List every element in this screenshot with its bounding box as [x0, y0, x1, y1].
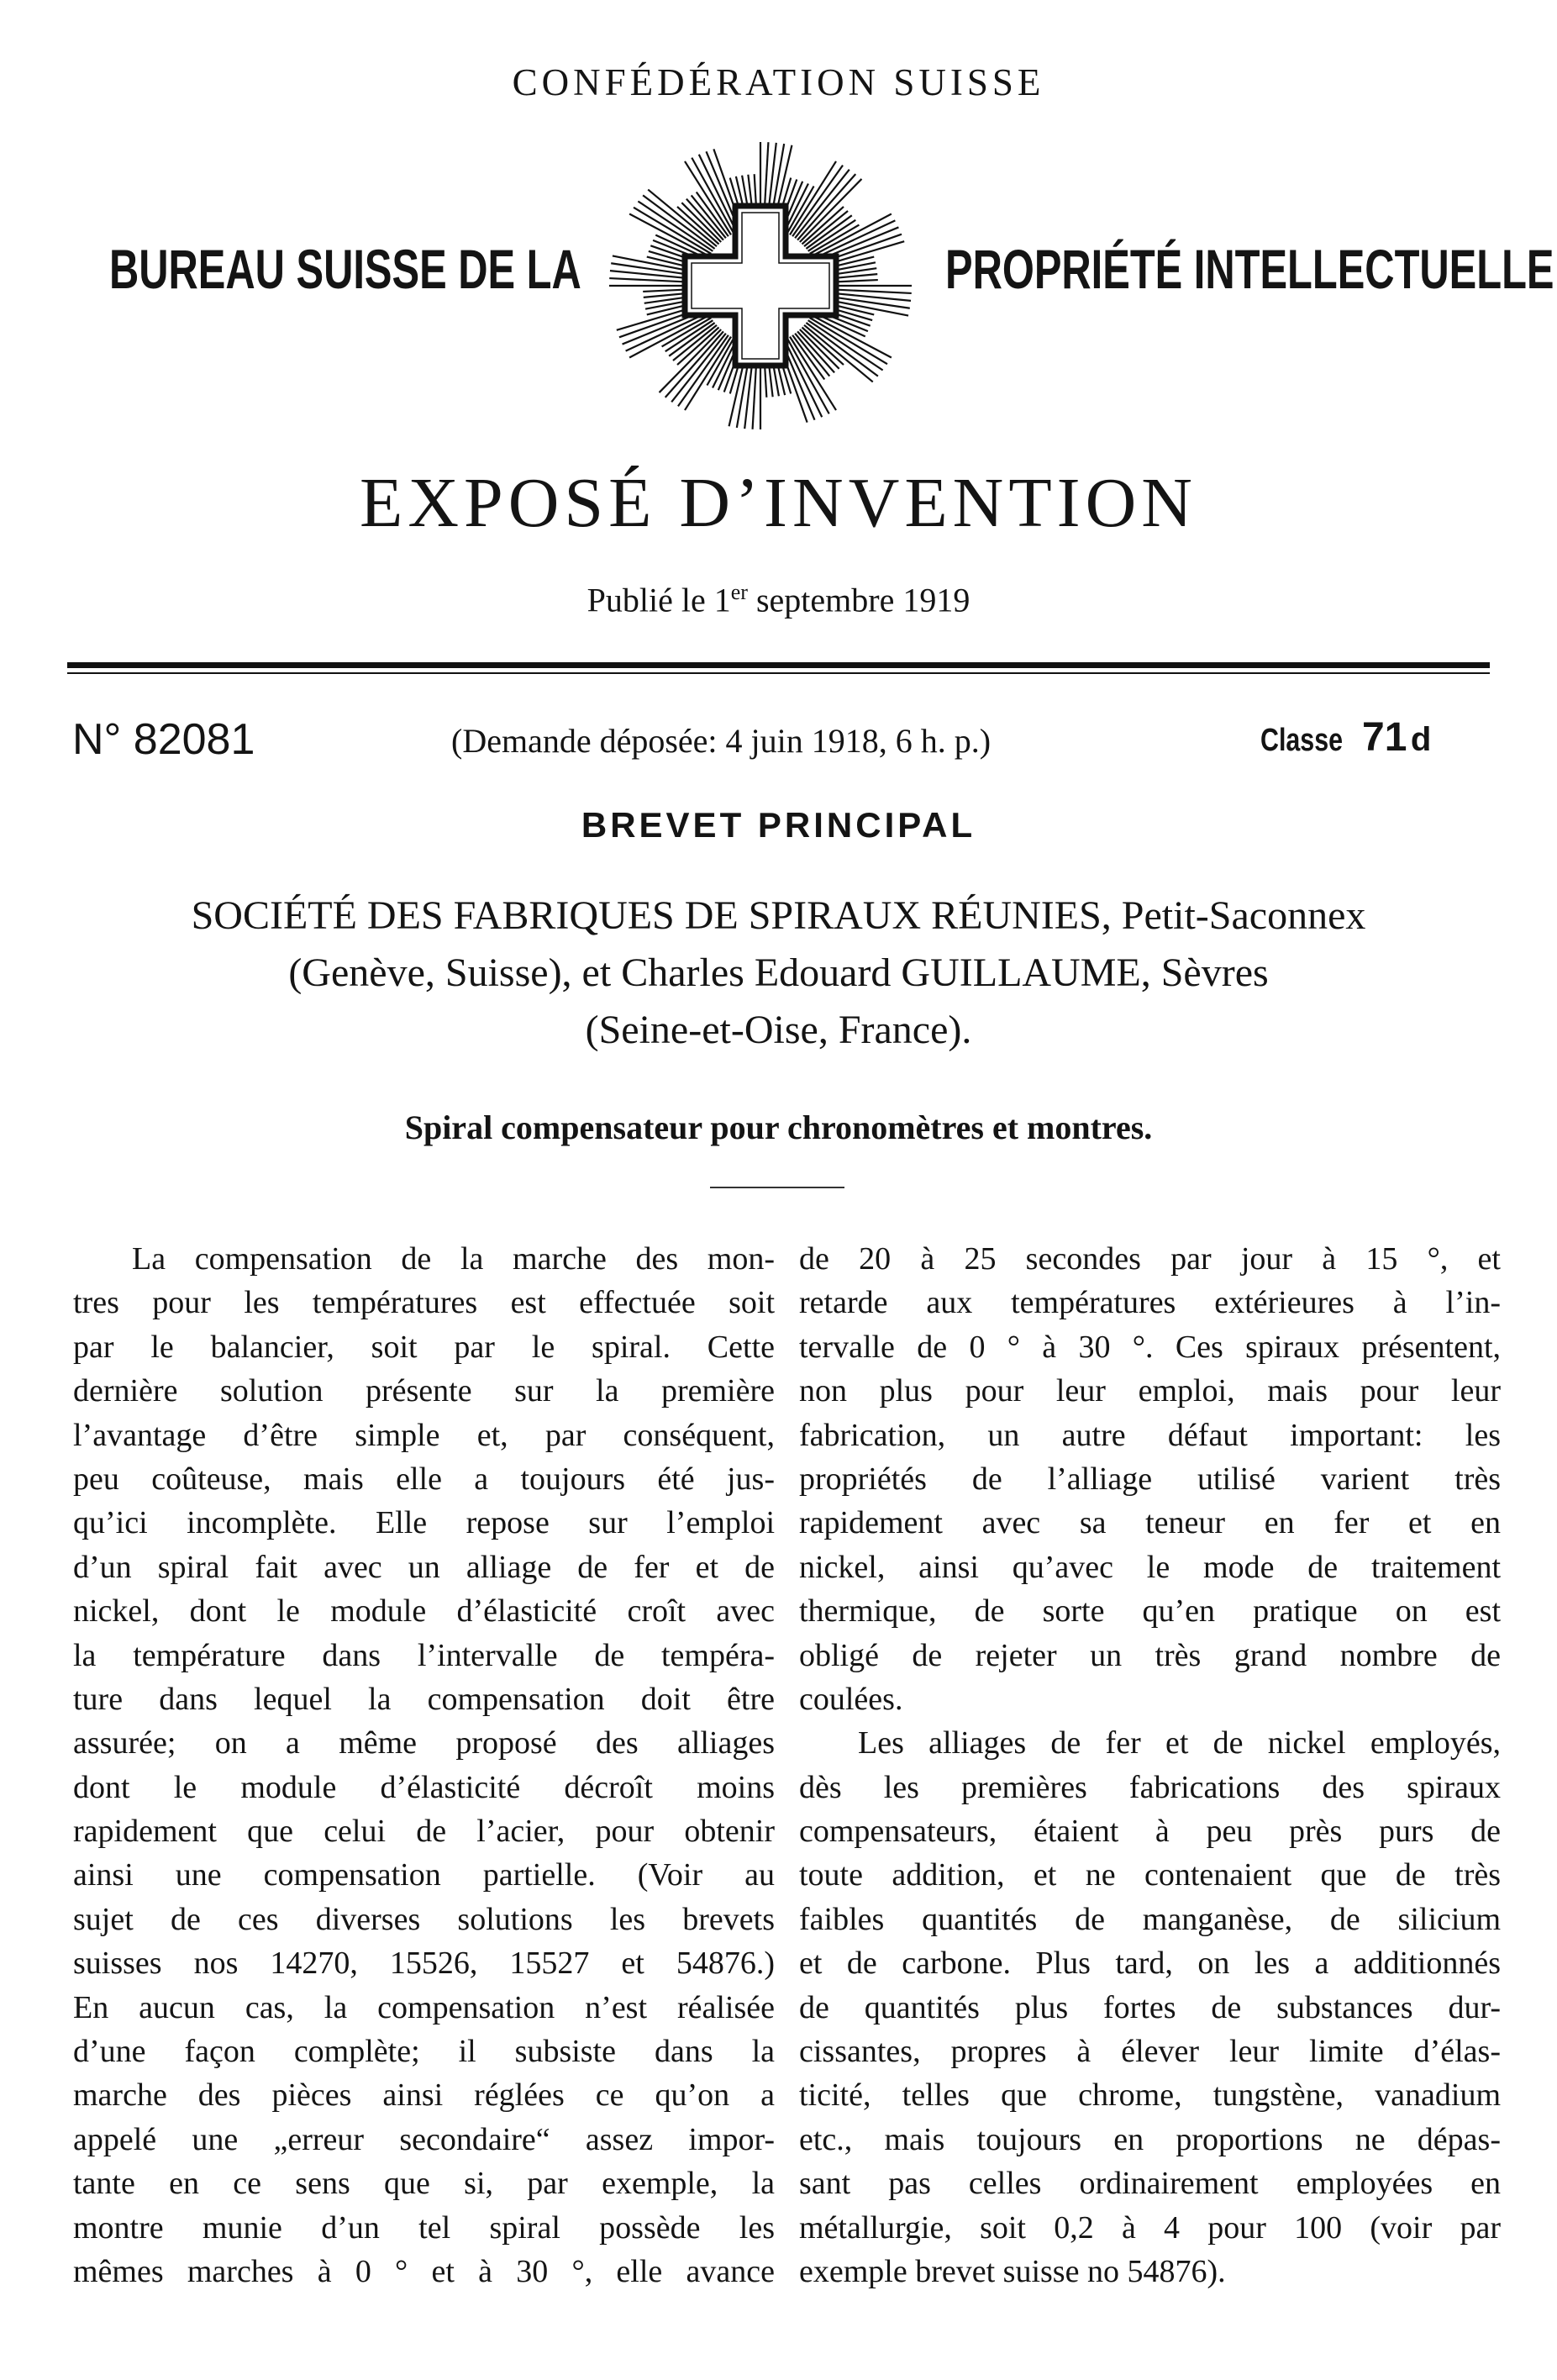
body-line: qu’ici incomplète. Elle repose sur l’emploi [73, 1505, 775, 1541]
applicant-line: (Genève, Suisse), et Charles Edouard GUILLAUME, Sèvres [288, 950, 1269, 995]
patent-number: N° 82081 [72, 715, 255, 764]
body-line: nickel, dont le module d’élasticité croît avec [73, 1593, 775, 1630]
body-column-left [73, 1237, 775, 2293]
body-line: montre munie d’un tel spiral possède les [73, 2209, 775, 2246]
body-line: compensateurs, étaient à peu près purs de [799, 1814, 1501, 1850]
body-line: retarde aux températures extérieures à l’in- [799, 1285, 1501, 1321]
bureau-right-heading: PROPRIÉTÉ INTELLECTUELLE [945, 238, 1554, 300]
body-line: dernière solution présente sur la première [73, 1373, 775, 1409]
body-line: tres pour les températures est effectuée soit [73, 1285, 775, 1321]
document-title: EXPOSÉ D’INVENTION [360, 464, 1197, 542]
body-line: et de carbone. Plus tard, on les a additionnés [799, 1946, 1501, 1982]
applicant-line: SOCIÉTÉ DES FABRIQUES DE SPIRAUX RÉUNIES, Petit-Saconnex [191, 893, 1366, 938]
header-rule-thick [67, 662, 1490, 668]
body-line: dès les premières fabrications des spiraux [799, 1769, 1501, 1805]
body-line: non plus pour leur emploi, mais pour leur [799, 1373, 1501, 1409]
body-line: par le balancier, soit par le spiral. Cette [73, 1329, 775, 1365]
body-line: toute addition, et ne contenaient que de très [799, 1857, 1501, 1893]
body-line: assurée; on a même proposé des alliages [73, 1725, 775, 1761]
body-line: faibles quantités de manganèse, de silicium [799, 1901, 1501, 1937]
body-line: En aucun cas, la compensation n’est réalisée [73, 1989, 775, 2025]
body-line: de 20 à 25 secondes par jour à 15 °, et [799, 1241, 1501, 1277]
body-line: suisses nos 14270, 15526, 15527 et 54876.) [73, 1946, 775, 1982]
body-line: ture dans lequel la compensation doit être [73, 1681, 775, 1717]
body-line: ticité, telles que chrome, tungstène, vanadium [799, 2077, 1501, 2114]
swiss-cross-emblem-icon [580, 126, 941, 445]
filing-info: (Demande déposée: 4 juin 1918, 6 h. p.) [451, 722, 992, 760]
body-line: tervalle de 0 ° à 30 °. Ces spiraux présentent, [799, 1329, 1501, 1365]
bureau-left-heading: BUREAU SUISSE DE LA [109, 238, 581, 300]
body-line: appelé une „erreur secondaire“ assez impor- [73, 2121, 775, 2157]
invention-title: Spiral compensateur pour chronomètres et montres. [404, 1108, 1153, 1146]
patent-class: Classe 71 d [1260, 715, 1432, 760]
body-line: exemple brevet suisse no 54876). [799, 2253, 1226, 2289]
body-line: fabrication, un autre défaut important: les [799, 1417, 1501, 1453]
body-line: dont le module d’élasticité décroît moins [73, 1769, 775, 1805]
body-line: mêmes marches à 0 ° et à 30 °, elle avance [73, 2253, 775, 2289]
body-line: marche des pièces ainsi réglées ce qu’on a [73, 2077, 775, 2114]
body-line: nickel, ainsi qu’avec le mode de traitement [799, 1549, 1501, 1585]
body-line: Les alliages de fer et de nickel employés, [858, 1725, 1501, 1761]
body-line: thermique, de sorte qu’en pratique on est [799, 1593, 1501, 1630]
body-line: d’une façon complète; il subsiste dans la [73, 2034, 775, 2070]
applicant-line: (Seine-et-Oise, France). [585, 1008, 972, 1052]
body-line: ainsi une compensation partielle. (Voir au [73, 1857, 775, 1893]
separator-rule [710, 1187, 844, 1188]
header-rule-thin [67, 672, 1490, 674]
body-line: métallurgie, soit 0,2 à 4 pour 100 (voir par [799, 2209, 1501, 2246]
body-line: peu coûteuse, mais elle a toujours été jus- [73, 1461, 775, 1497]
body-line: tante en ce sens que si, par exemple, la [73, 2166, 775, 2202]
body-column-right [799, 1237, 1501, 2293]
body-line: La compensation de la marche des mon- [132, 1241, 775, 1277]
body-line: de quantités plus fortes de substances dur- [799, 1989, 1501, 2025]
body-line: rapidement avec sa teneur en fer et en [799, 1505, 1501, 1541]
body-line: sant pas celles ordinairement employées en [799, 2166, 1501, 2202]
body-line: la température dans l’intervalle de tempéra- [73, 1637, 775, 1673]
publication-date: Publié le 1er septembre 1919 [587, 580, 970, 619]
patent-type: BREVET PRINCIPAL [581, 805, 976, 845]
body-line: obligé de rejeter un très grand nombre de [799, 1637, 1501, 1673]
body-line: rapidement que celui de l’acier, pour obtenir [73, 1814, 775, 1850]
body-line: propriétés de l’alliage utilisé varient très [799, 1461, 1501, 1497]
body-line: d’un spiral fait avec un alliage de fer et de [73, 1549, 775, 1585]
body-line: sujet de ces diverses solutions les brevets [73, 1901, 775, 1937]
body-line: coulées. [799, 1681, 903, 1717]
body-line: l’avantage d’être simple et, par conséquent, [73, 1417, 775, 1453]
body-line: etc., mais toujours en proportions ne dépas- [799, 2121, 1501, 2157]
body-line: cissantes, propres à élever leur limite d’élas- [799, 2034, 1501, 2070]
confederation-heading: CONFÉDÉRATION SUISSE [512, 61, 1045, 103]
